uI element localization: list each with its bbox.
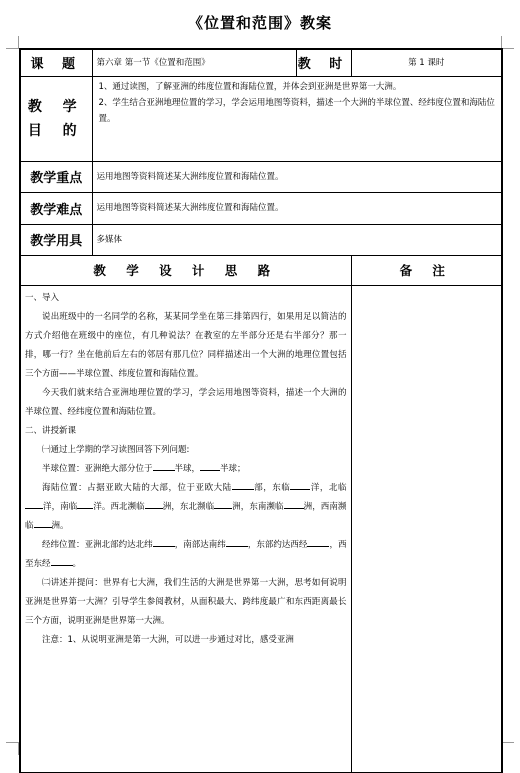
text: 洋。西北濒临 [93, 501, 145, 512]
period-label: 教 时 [296, 49, 351, 76]
objectives-content[interactable] [92, 76, 502, 161]
fill-blank[interactable] [200, 461, 220, 471]
key-point-label: 教学重点 [20, 161, 92, 192]
fill-blank[interactable] [25, 499, 43, 509]
text: 半球， [174, 463, 201, 474]
text: ，西至东经 [25, 539, 347, 569]
crop-mark-top-left [6, 36, 19, 49]
objectives-label-line1: 教 学 [27, 98, 85, 115]
fill-blank[interactable] [232, 480, 254, 490]
text: 洲，东北濒临 [162, 501, 215, 512]
row-tools [20, 224, 502, 255]
row-key-point [20, 161, 502, 192]
difficulty-label: 教学难点 [20, 192, 92, 224]
design-content[interactable] [20, 285, 351, 772]
row-subject [20, 49, 502, 76]
tools-value[interactable]: 多媒体 [92, 224, 502, 255]
largest-continent-paragraph: ㈡讲述并提问：世界有七大洲，我们生活的大洲是世界第一大洲，思考如何说明亚洲是世界第一大洲？引导学生参阅教材，从面积最大、跨纬度最广和东西距离最长三个方面，说明亚洲是世界第一大洲。 [25, 577, 347, 626]
subject-value[interactable]: 第六章 第一节《位置和范围》 [92, 49, 296, 76]
row-section-headers [20, 255, 502, 285]
page-title: 《位置和范围》教案 [187, 14, 332, 32]
fill-blank[interactable] [153, 537, 175, 547]
fill-blank[interactable] [290, 480, 310, 490]
section-intro-heading: 一、导入 [25, 292, 60, 303]
text: 经纬位置：亚洲北部约达北纬 [42, 539, 153, 550]
fill-blank[interactable] [226, 537, 248, 547]
key-point-value[interactable]: 运用地图等资料简述某大洲纬度位置和海陆位置。 [92, 161, 502, 192]
notes-header: 备 注 [351, 255, 502, 285]
text: 洲，西南濒临 [25, 501, 347, 531]
subject-label: 课 题 [20, 49, 92, 76]
fill-blank[interactable] [51, 556, 73, 566]
sea-land-question [25, 479, 347, 536]
fill-blank[interactable] [153, 461, 175, 471]
text: 半球位置：亚洲绝大部分位于 [42, 463, 153, 474]
row-content [20, 285, 502, 772]
today-paragraph: 今天我们就来结合亚洲地理位置的学习，学会运用地图等资料，描述一个大洲的半球位置、经纬度位置和海陆位置。 [25, 387, 347, 417]
note-paragraph: 注意：1、从说明亚洲是第一大洲，可以进一步通过对比，感受亚洲 [42, 634, 294, 645]
text: ，东部约达西经 [247, 539, 308, 550]
design-header: 教 学 设 计 思 路 [20, 255, 351, 285]
text: 半球； [220, 463, 246, 474]
text: 。 [72, 558, 82, 569]
lat-lon-question [25, 536, 347, 574]
fill-blank[interactable] [145, 499, 163, 509]
lesson-plan-table [19, 48, 503, 773]
fill-blank[interactable] [34, 518, 52, 528]
text: 洲，东南濒临 [232, 501, 284, 512]
objectives-label-line2: 目 的 [27, 122, 85, 139]
row-difficulty [20, 192, 502, 224]
text: 海陆位置：占据亚欧大陆的大部，位于亚欧大陆 [42, 482, 232, 493]
objective-item-2: 2、学生结合亚洲地理位置的学习，学会运用地图等资料，描述一个大洲的半球位置、经纬度位置和海陆位置。 [98, 97, 495, 124]
period-value[interactable]: 第 1 课时 [351, 49, 502, 76]
question-prompt: ㈠通过上学期的学习读图回答下列问题: [42, 444, 190, 455]
text: 洋，南临 [43, 501, 78, 512]
text: 部，东临 [253, 482, 291, 493]
notes-content[interactable] [351, 285, 502, 772]
fill-blank[interactable] [284, 499, 304, 509]
row-objectives [20, 76, 502, 161]
text: 洋，北临 [310, 482, 347, 493]
text: 洲。 [51, 520, 69, 531]
fill-blank[interactable] [307, 537, 329, 547]
crop-mark-bottom-left [6, 742, 19, 755]
intro-paragraph: 说出班级中的一名同学的名称，某某同学坐在第三排第四行，如果用足以简洁的方式介绍他在班级中的座位，有几种说法？在教室的左半部分还是右半部分？那一排，哪一行？坐在他前后左右的邻居有那几位？同样描述出一个大洲的地理位置包括三个方面——半球位置、纬度位置和海陆位置。 [25, 311, 347, 379]
hemisphere-question [25, 460, 347, 479]
difficulty-value[interactable]: 运用地图等资料简述某大洲纬度位置和海陆位置。 [92, 192, 502, 224]
objective-item-1: 1、通过读图，了解亚洲的纬度位置和海陆位置，并体会到亚洲是世界第一大洲。 [98, 81, 402, 92]
fill-blank[interactable] [214, 499, 232, 509]
objectives-label [20, 76, 92, 161]
tools-label: 教学用具 [20, 224, 92, 255]
fill-blank[interactable] [77, 499, 93, 509]
text: ，南部达南纬 [174, 539, 226, 550]
section-teaching-heading: 二、讲授新课 [25, 425, 77, 436]
